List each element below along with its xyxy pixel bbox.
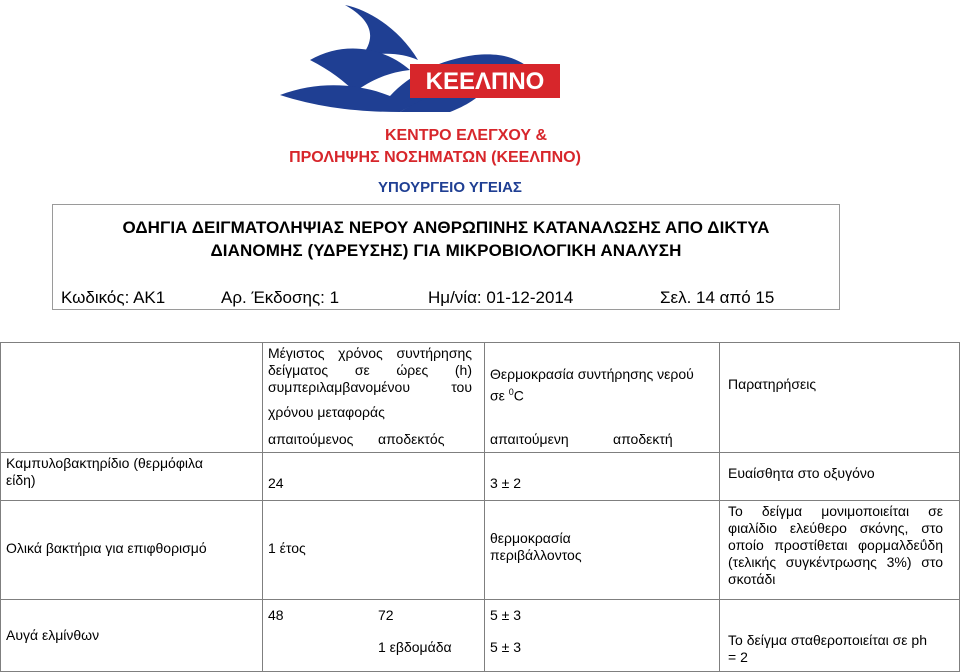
row2-required-temp — [490, 530, 582, 564]
row3-accepted-time-b: 1 εβδομάδα — [378, 639, 452, 655]
header-temperature: Θερμοκρασία συντήρησης νερού — [490, 366, 694, 382]
document-title-line-1: ΟΔΗΓΙΑ ΔΕΙΓΜΑΤΟΛΗΨΙΑΣ ΝΕΡΟΥ ΑΝΘΡΩΠΙΝΗΣ ΚΑΤΑΝΑΛΩΣΗΣ ΑΠΟ ΔΙΚΤΥΑ — [122, 218, 770, 237]
row2-temp-line: περιβάλλοντος — [490, 547, 582, 563]
svg-text:ΥΠΟΥΡΓΕΙΟ ΥΓΕΙΑΣ: ΥΠΟΥΡΓΕΙΟ ΥΓΕΙΑΣ — [378, 179, 522, 195]
row1-required-temp: 3 ± 2 — [490, 475, 522, 491]
header-max-time-line: δείγματος σε ώρες (h) — [268, 362, 472, 378]
svg-text:ΚΕΕΛΠΝΟ: ΚΕΕΛΠΝΟ — [425, 68, 545, 95]
row2-notes-line: (τελικής συγκέντρωσης 3%) στο — [728, 554, 943, 570]
row-name-campylobacter — [6, 455, 203, 489]
svg-text:ΚΕΝΤΡΟ ΕΛΕΓΧΟΥ &: ΚΕΝΤΡΟ ΕΛΕΓΧΟΥ & — [384, 127, 548, 144]
row3-required-temp-a: 5 ± 3 — [490, 607, 522, 623]
subheader-accepted-temp: αποδεκτή — [613, 431, 673, 447]
row3-required-temp-b: 5 ± 3 — [490, 639, 522, 655]
subheader-accepted-time: αποδεκτός — [378, 431, 445, 447]
unit-degree: 0 — [508, 387, 514, 397]
row3-notes — [728, 632, 953, 666]
row2-notes-line: σκοτάδι — [728, 571, 776, 587]
document-date: Ημ/νία: 01-12-2014 — [428, 288, 574, 307]
document-page: Σελ. 14 από 15 — [660, 288, 775, 307]
row2-notes-line: φιαλίδιο ελεύθερο σκόνης, στο — [728, 520, 943, 536]
row3-required-time: 48 — [268, 607, 284, 623]
svg-text:ΠΡΟΛΗΨΗΣ ΝΟΣΗΜΑΤΩΝ (ΚΕΕΛΠΝΟ): ΠΡΟΛΗΨΗΣ ΝΟΣΗΜΑΤΩΝ (ΚΕΕΛΠΝΟ) — [289, 149, 581, 166]
document-title-line-2: ΔΙΑΝΟΜΗΣ (ΥΔΡΕΥΣΗΣ) ΓΙΑ ΜΙΚΡΟΒΙΟΛΟΓΙΚΗ ΑΝΑΛΥΣΗ — [210, 241, 682, 260]
header-max-time-line: Μέγιστος χρόνος συντήρησης — [268, 345, 472, 361]
unit-celsius: C — [513, 387, 524, 404]
document-header — [52, 204, 840, 310]
header-max-time-line: συμπεριλαμβανομένου του — [268, 379, 472, 395]
subheader-required-time: απαιτούμενος — [268, 431, 354, 447]
document-edition: Αρ. Έκδοσης: 1 — [221, 288, 340, 307]
header-notes: Παρατηρήσεις — [728, 376, 817, 392]
subheader-required-temp: απαιτούμενη — [490, 431, 569, 447]
header-temperature-unit — [490, 384, 524, 405]
row-name-helminth-eggs: Αυγά ελμίνθων — [6, 627, 100, 643]
row2-temp-line: θερμοκρασία — [490, 530, 571, 546]
header-max-time — [268, 345, 472, 396]
header-max-time-last-line: χρόνου μεταφοράς — [268, 404, 385, 420]
unit-prefix: σε — [490, 387, 505, 404]
document-code: Κωδικός: ΑΚ1 — [61, 288, 166, 307]
row3-notes-line: Το δείγμα σταθεροποιείται σε ph — [728, 632, 928, 648]
row2-notes-line: οποίο προστίθεται φορμαλδεΰδη — [728, 537, 943, 553]
sample-preservation-table — [0, 342, 960, 672]
keelpno-logo — [250, 0, 610, 195]
row2-notes — [728, 503, 943, 588]
row2-notes-line: Το δείγμα μονιμοποιείται σε — [728, 503, 943, 519]
row1-notes: Ευαίσθητα στο οξυγόνο — [728, 465, 875, 481]
row-name-line: Καμπυλοβακτηρίδιο (θερμόφιλα — [6, 455, 203, 471]
row2-required-time: 1 έτος — [268, 540, 306, 556]
row3-accepted-time-a: 72 — [378, 607, 394, 623]
row1-required-time: 24 — [268, 475, 284, 491]
row-name-total-bacteria: Ολικά βακτήρια για επιφθορισμό — [6, 540, 207, 556]
dove-logo-icon — [250, 0, 610, 195]
row3-notes-line: = 2 — [728, 649, 748, 665]
row-name-line: είδη) — [6, 472, 36, 488]
